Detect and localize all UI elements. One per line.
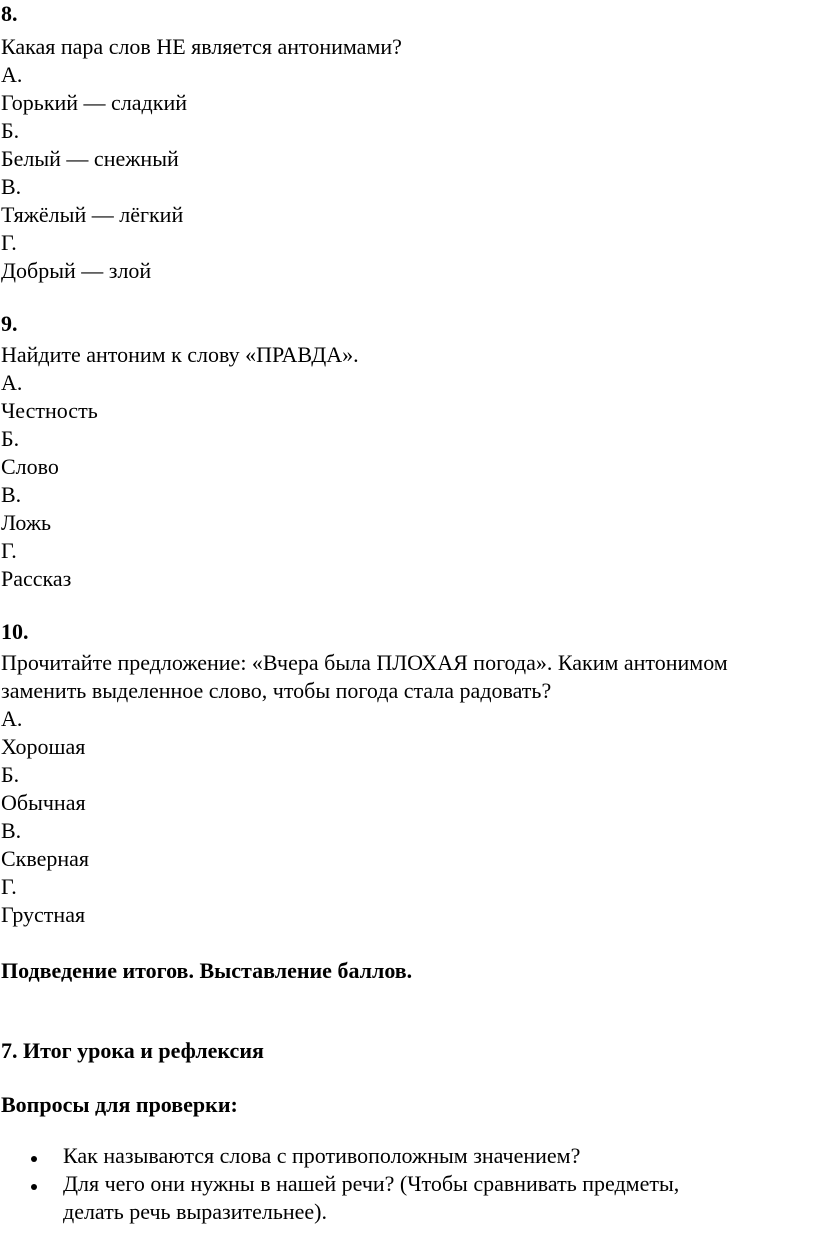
section-7-heading: 7. Итог урока и рефлексия (1, 1038, 264, 1063)
review-question-2-line1: Для чего они нужны в нашей речи? (Чтобы сравнивать предметы, (63, 1171, 680, 1196)
question-8-text: Какая пара слов НЕ является антонимами? (1, 34, 402, 59)
question-8-option-d-text: Добрый — злой (1, 258, 152, 283)
question-10-option-c-letter: В. (1, 818, 22, 843)
question-9-option-a-text: Честность (1, 398, 98, 423)
question-9-text: Найдите антоним к слову «ПРАВДА». (1, 342, 359, 367)
question-10-option-c-text: Скверная (1, 846, 90, 871)
question-8-option-b-text: Белый — снежный (1, 146, 179, 171)
question-8-option-a-text: Горький — сладкий (1, 90, 187, 115)
question-10-text-line1: Прочитайте предложение: «Вчера была ПЛОХАЯ погода». Каким антонимом (1, 650, 728, 675)
question-10-number: 10. (1, 619, 29, 644)
question-10-option-b-text: Обычная (1, 790, 86, 815)
question-9-number: 9. (1, 311, 18, 336)
review-questions-heading: Вопросы для проверки: (1, 1092, 238, 1117)
review-question-2-line2: делать речь выразительнее). (63, 1199, 328, 1224)
question-8-option-d-letter: Г. (1, 230, 17, 255)
bullet-dot (31, 1156, 37, 1162)
question-10-option-d-text: Грустная (1, 902, 86, 927)
question-8-option-a-letter: А. (1, 62, 23, 87)
question-8-option-c-text: Тяжёлый — лёгкий (1, 202, 184, 227)
question-9-option-d-letter: Г. (1, 538, 17, 563)
question-8-option-b-letter: Б. (1, 118, 20, 143)
question-9-option-d-text: Рассказ (1, 566, 72, 591)
question-10-option-a-text: Хорошая (1, 734, 86, 759)
question-9-option-c-text: Ложь (1, 510, 52, 535)
question-9-option-c-letter: В. (1, 482, 22, 507)
question-10-text-line2: заменить выделенное слово, чтобы погода стала радовать? (1, 678, 552, 703)
review-question-1: Как называются слова с противоположным значением? (63, 1143, 581, 1168)
question-9-option-b-letter: Б. (1, 426, 20, 451)
question-10-option-b-letter: Б. (1, 762, 20, 787)
question-9-option-b-text: Слово (1, 454, 59, 479)
question-10-option-a-letter: А. (1, 706, 23, 731)
question-10-option-d-letter: Г. (1, 874, 17, 899)
question-8-option-c-letter: В. (1, 174, 22, 199)
question-8-number: 8. (1, 1, 18, 26)
summary-heading: Подведение итогов. Выставление баллов. (1, 958, 413, 983)
question-9-option-a-letter: А. (1, 370, 23, 395)
bullet-dot (31, 1184, 37, 1190)
